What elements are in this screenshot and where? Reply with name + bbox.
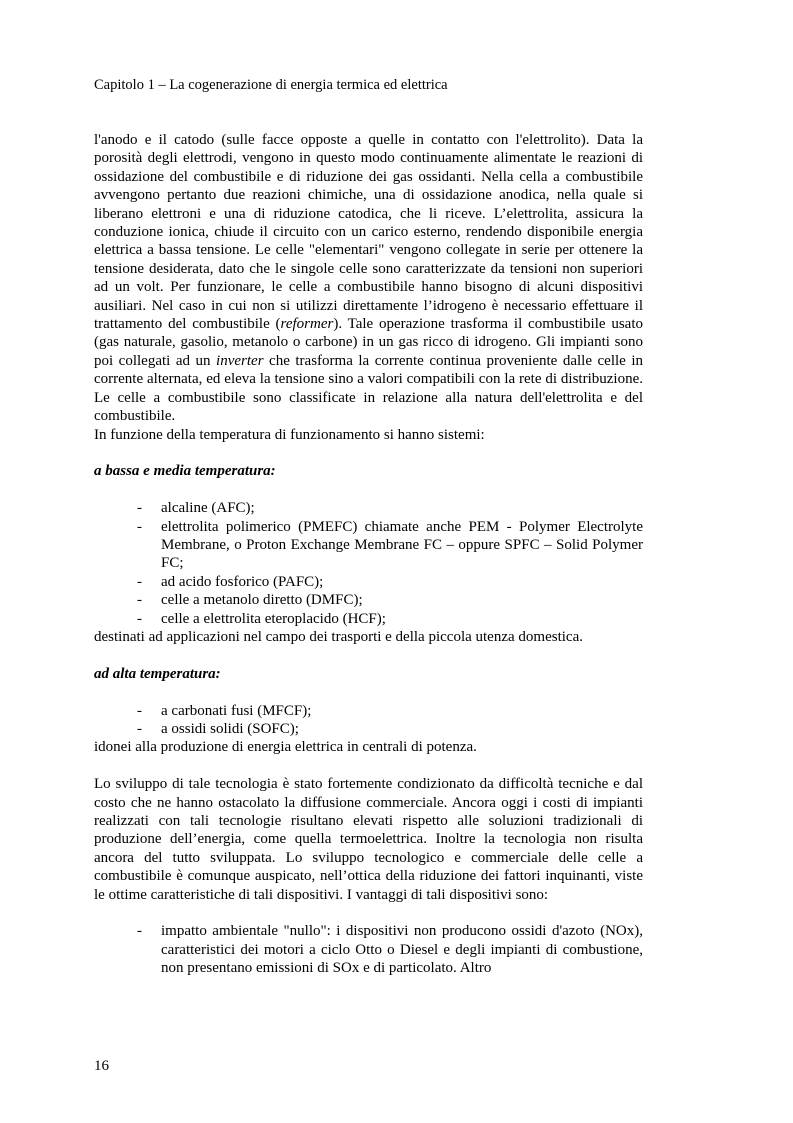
list-item: - celle a metanolo diretto (DMFC); [161,591,643,609]
intro-text-part3: che trasforma la corrente continua proveniente dalle celle in corrente alternata, ed eleva la tensione sino a valori compatibili con la rete di distribuzione. Le celle a combustibile sono classificate in relazione alla natura dell'elettrolita e del combustibile. [94,352,644,425]
list-item: - celle a elettrolita eteroplacido (HCF); [161,610,643,628]
advantages-list [94,922,643,977]
list-item: - a ossidi solidi (SOFC); [161,720,643,738]
list-item: - impatto ambientale "nullo": i dispositivi non producono ossidi d'azoto (NOx), caratteristici dei motori a ciclo Otto o Diesel e degli impianti di combustione, non presentano emissioni di SOx e di particolato. Altro [161,922,643,977]
list-item: - ad acido fosforico (PAFC); [161,573,643,591]
page-number: 16 [94,1058,109,1074]
list-item: - a carbonati fusi (MFCF); [161,702,643,720]
intro-text-part1: l'anodo e il catodo (sulle facce opposte a quelle in contatto con l'elettrolito). Data la porosità degli elettrodi, vengono in questo modo continuamente alimentate le reazioni di ossidazione del combustibile e di riduzione dei gas ossidanti. Nella cella a combustibile avvengono pertanto due reazioni chimiche, una di ossidazione anodica, nella quale si liberano elettroni e una di riduzione catodica, che li riceve. L’elettrolita, assicura la conduzione ionica, chiude il circuito con un carico esterno, rendendo disponibile energia elettrica a bassa tensione. Le celle "elementari" vengono collegate in serie per ottenere la tensione desiderata, dato che le singole celle sono caratterizzate da tensioni non superiori ad un volt. Per funzionare, le celle a combustibile hanno bisogno di alcuni dispositivi ausiliari. Nel caso in cui non si utilizzi direttamente l’idrogeno è necessario effettuare il trattamento del combustibile ( [94,132,643,333]
intro-paragraph [94,131,643,426]
intro-text-part2: ). Tale operazione trasforma il combustibile usato (gas naturale, gasolio, metanolo o carbone) in un gas ricco di idrogeno. Gli impianti sono poi collegati ad un [94,316,643,369]
high-temp-note: idonei alla produzione di energia elettrica in centrali di potenza. [94,739,477,756]
page-body [94,131,643,978]
reformer-term: reformer [280,316,334,333]
temperature-intro: In funzione della temperatura di funzionamento si hanno sistemi: [94,426,485,443]
high-temp-heading: ad alta temperatura: [94,665,221,682]
low-temp-list [94,499,643,628]
low-temp-note: destinati ad applicazioni nel campo dei trasporti e della piccola utenza domestica. [94,628,583,645]
list-item: - alcaline (AFC); [161,499,643,517]
high-temp-list [94,702,643,739]
inverter-term: inverter [216,352,264,369]
low-temp-heading: a bassa e media temperatura: [94,463,276,480]
list-item: - elettrolita polimerico (PMEFC) chiamate anche PEM - Polymer Electrolyte Membrane, o Proton Exchange Membrane FC – oppure SPFC – Solid Polymer FC; [161,518,643,573]
development-paragraph: Lo sviluppo di tale tecnologia è stato fortemente condizionato da difficoltà tecniche e dal costo che ne hanno ostacolato la diffusione commerciale. Ancora oggi i costi di impianti realizzati con tali tecnologie risultano elevati rispetto alle soluzioni tradizionali di produzione dell’energia, come quella termoelettrica. Inoltre la tecnologia non risulta ancora del tutto sviluppata. Lo sviluppo tecnologico e commerciale delle celle a combustibile è comunque auspicato, nell’ottica della riduzione dei fattori inquinanti, viste le ottime caratteristiche di tali dispositivi. I vantaggi di tali dispositivi sono: [94,776,643,903]
running-header: Capitolo 1 – La cogenerazione di energia termica ed elettrica [94,77,448,93]
